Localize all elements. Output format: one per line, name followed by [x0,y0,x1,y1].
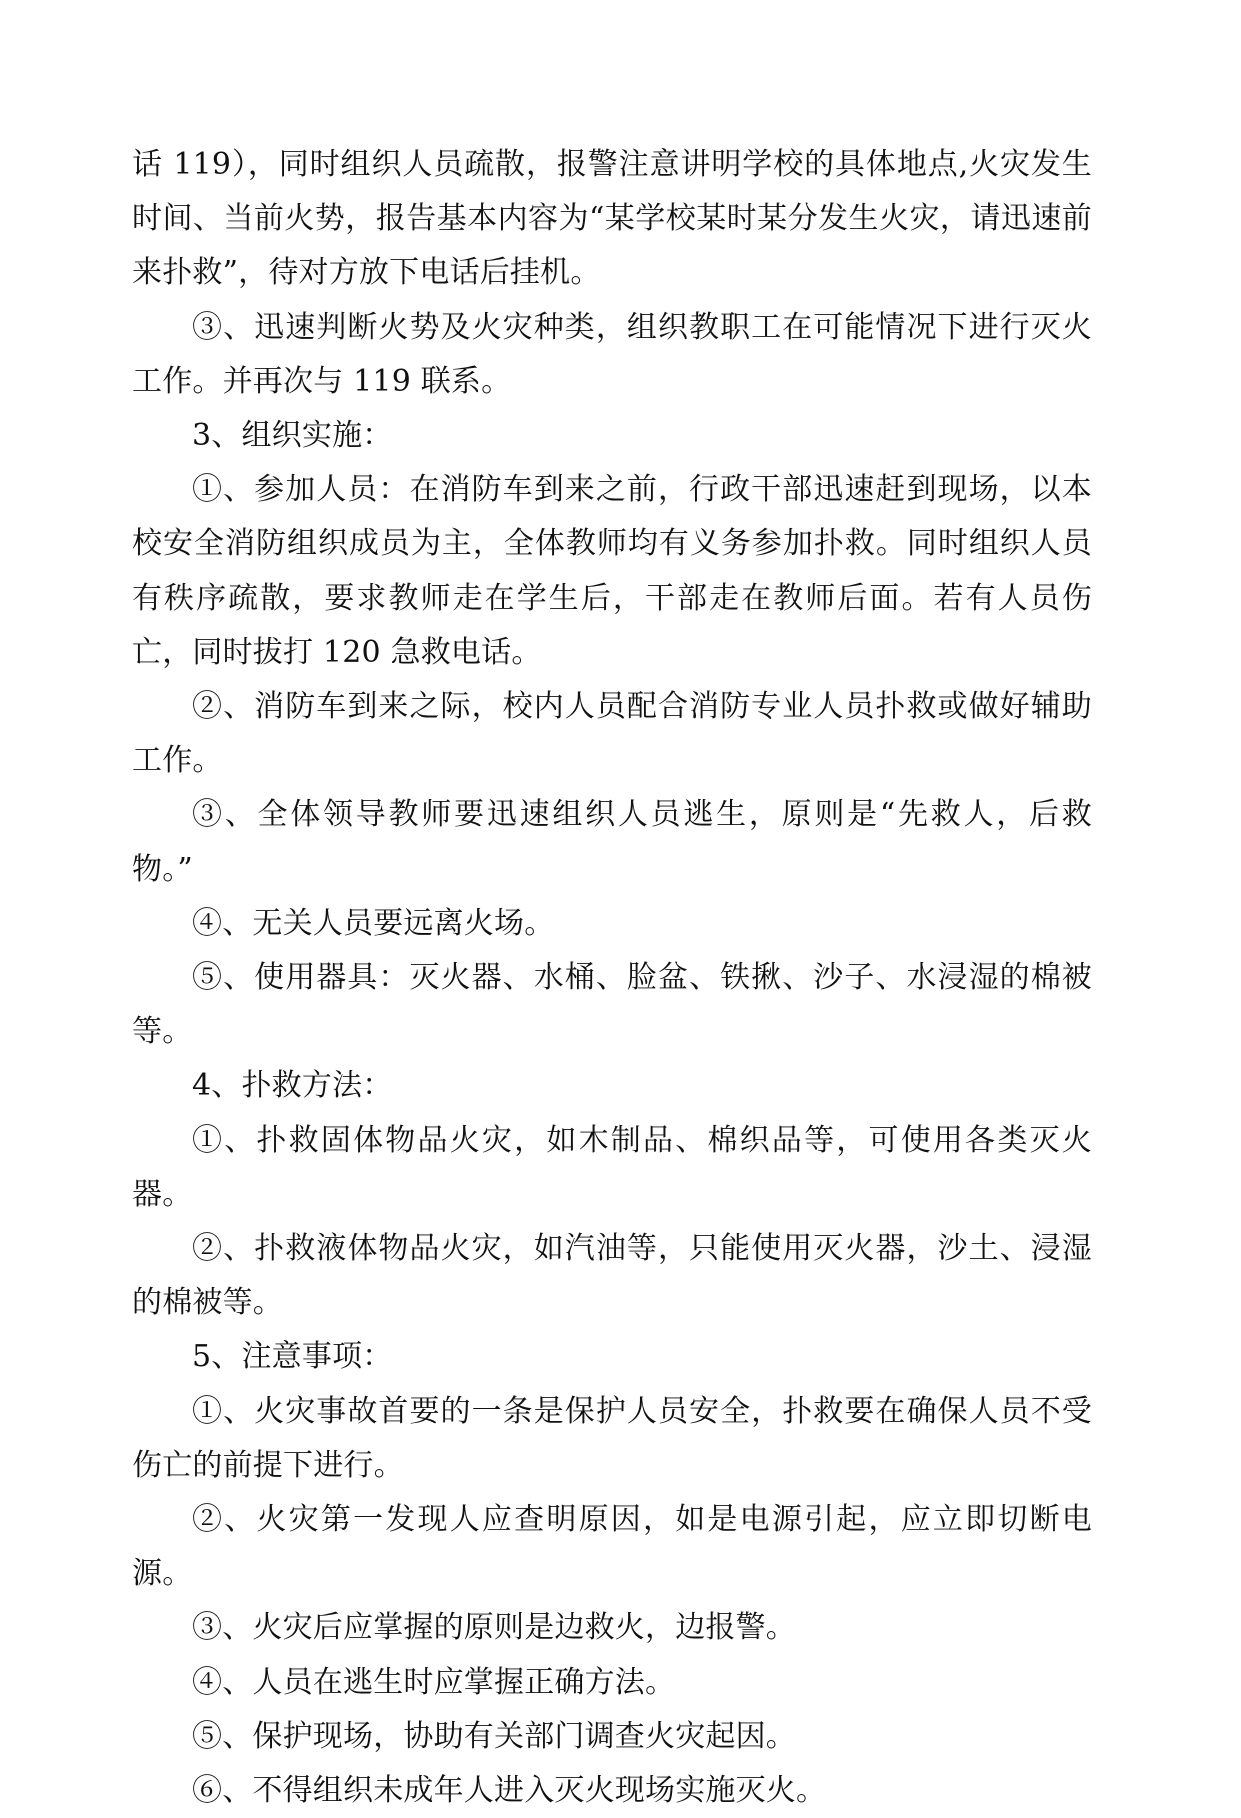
paragraph-no-minors: ⑥、不得组织未成年人进入灭火现场实施灭火。 [192,1773,827,1809]
section-heading-organize: 3、组织实施： [192,418,393,454]
section-heading-methods: 4、扑救方法： [192,1068,393,1104]
paragraph-cut-power: ②、火灾第一发现人应查明原因，如是电源引起，应立即切断电源。 [132,1502,1092,1592]
paragraph-safety-first: ①、火灾事故首要的一条是保护人员安全，扑救要在确保人员不受伤亡的前提下进行。 [132,1393,1092,1483]
paragraph-fire-truck-arrival: ②、消防车到来之际，校内人员配合消防专业人员扑救或做好辅助工作。 [132,689,1092,779]
paragraph-solid-fire: ①、扑救固体物品火灾，如木制品、棉织品等，可使用各类灭火器。 [132,1122,1092,1212]
paragraph-keep-away: ④、无关人员要远离火场。 [192,905,555,941]
paragraph-fight-and-report: ③、火灾后应掌握的原则是边救火，边报警。 [192,1610,796,1646]
paragraph-judge-fire: ③、迅速判断火势及火灾种类，组织教职工在可能情况下进行灭火工作。并再次与 119 联系。 [132,309,1092,399]
paragraph-equipment: ⑤、使用器具：灭火器、水桶、脸盆、铁揪、沙子、水浸湿的棉被等。 [132,960,1092,1050]
paragraph-liquid-fire: ②、扑救液体物品火灾，如汽油等，只能使用灭火器，沙土、浸湿的棉被等。 [132,1231,1092,1321]
paragraph-fire-alarm-report: 话 119），同时组织人员疏散，报警注意讲明学校的具体地点,火灾发生时间、当前火势，报告基本内容为“某学校某时某分发生火灾，请迅速前来扑救”，待对方放下电话后挂机。 [132,147,1092,291]
document-body [132,138,1092,1818]
paragraph-protect-scene: ⑤、保护现场，协助有关部门调查火灾起因。 [192,1718,796,1754]
paragraph-evacuation-principle: ③、全体领导教师要迅速组织人员逃生，原则是“先救人，后救 物。” [132,797,1092,887]
paragraph-escape-method: ④、人员在逃生时应掌握正确方法。 [192,1664,676,1700]
paragraph-participants: ①、参加人员：在消防车到来之前，行政干部迅速赶到现场，以本校安全消防组织成员为主，全体教师均有义务参加扑救。同时组织人员有秩序疏散，要求教师走在学生后，干部走在教师后面。若有人员伤亡，同时拔打 120 急救电话。 [132,472,1092,670]
section-heading-notes: 5、注意事项： [192,1339,393,1375]
